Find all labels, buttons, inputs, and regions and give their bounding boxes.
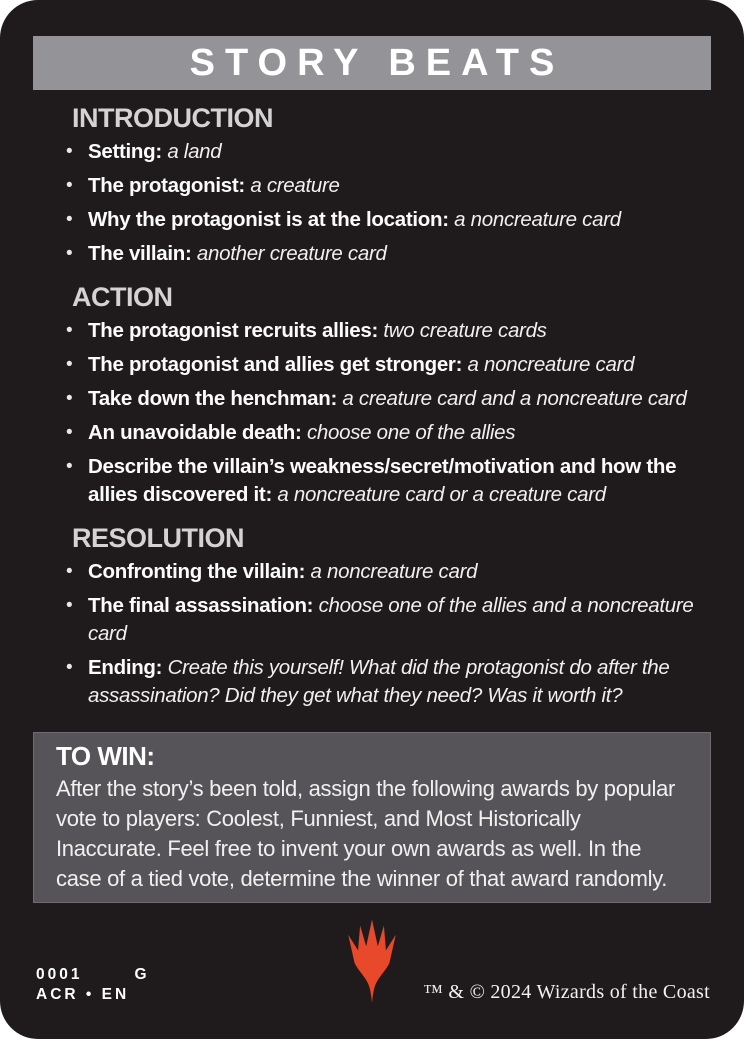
list-item [66, 240, 698, 268]
item-value: a creature [250, 174, 340, 197]
item-value: choose one of the allies and a noncreature card [88, 594, 694, 645]
item-value: Create this yourself! What did the protagonist do after the assassination? Did they get what they need? Was it worth it? [88, 656, 670, 707]
list-item [66, 419, 698, 447]
item-value: another creature card [196, 242, 387, 265]
item-value: two creature cards [383, 319, 547, 342]
bullet-icon: • [66, 456, 73, 477]
list-item [66, 138, 698, 166]
item-label: Take down the henchman: [88, 387, 337, 410]
to-win-heading: TO WIN: [56, 741, 155, 771]
rarity-code: G [134, 966, 150, 983]
item-value: choose one of the allies [306, 421, 516, 444]
list-item [66, 654, 698, 710]
item-label: The final assassination: [88, 594, 314, 617]
list-item [66, 172, 698, 200]
bullet-icon: • [66, 175, 73, 196]
list-item [66, 453, 698, 509]
item-label: The protagonist recruits allies: [88, 319, 378, 342]
bullet-icon: • [66, 595, 73, 616]
item-label: The protagonist and allies get stronger: [88, 353, 463, 376]
bullet-icon: • [66, 657, 73, 678]
list-item [66, 206, 698, 234]
bullet-icon: • [66, 561, 73, 582]
item-text [88, 592, 698, 648]
item-text [88, 351, 698, 379]
item-text [88, 654, 698, 710]
item-value: a creature card and a noncreature card [342, 387, 687, 410]
to-win-box [33, 732, 711, 903]
to-win-body: After the story’s been told, assign the following awards by popular vote to players: Coolest, Funniest, and Most Historically Inaccurate. Feel free to invent your own awards as well. In the case of a tied vote, determine the winner of that award randomly. [56, 776, 676, 891]
item-value: a noncreature card [454, 208, 621, 231]
item-label: Describe the villain’s weakness/secret/motivation and how the allies discovered it: [88, 455, 677, 506]
item-text [88, 385, 698, 413]
item-value: a noncreature card [467, 353, 635, 376]
item-label: The villain: [88, 242, 192, 265]
item-value: a noncreature card or a creature card [277, 483, 606, 506]
item-text [88, 317, 698, 345]
item-text [88, 172, 698, 200]
section-action [66, 282, 698, 509]
bullet-icon: • [66, 320, 73, 341]
collector-info [36, 965, 150, 1005]
set-language-code: ACR • EN [36, 986, 130, 1003]
item-label: Why the protagonist is at the location: [88, 208, 449, 231]
item-text [88, 558, 698, 586]
item-value: a land [167, 140, 222, 163]
collector-number: 0001 [36, 966, 83, 983]
bullet-icon: • [66, 209, 73, 230]
item-label: Setting: [88, 140, 162, 163]
card-title: STORY BEATS [189, 41, 565, 84]
planeswalker-symbol-icon [343, 918, 401, 1006]
bullet-icon: • [66, 422, 73, 443]
title-band [33, 36, 711, 90]
item-value: a noncreature card [310, 560, 478, 583]
collector-line-1 [36, 965, 150, 985]
copyright-notice: ™ & © 2024 Wizards of the Coast [423, 981, 710, 1003]
section-introduction [66, 103, 698, 268]
list-item [66, 385, 698, 413]
section-heading: RESOLUTION [72, 523, 245, 553]
list-item [66, 351, 698, 379]
list-item [66, 317, 698, 345]
item-text [88, 453, 698, 509]
bullet-icon: • [66, 354, 73, 375]
item-label: An unavoidable death: [88, 421, 302, 444]
bullet-icon: • [66, 243, 73, 264]
item-text [88, 138, 698, 166]
item-label: Confronting the villain: [88, 560, 306, 583]
list-item [66, 592, 698, 648]
item-text [88, 419, 698, 447]
item-label: Ending: [88, 656, 163, 679]
card-content [66, 103, 698, 716]
section-heading: INTRODUCTION [72, 103, 273, 133]
bullet-icon: • [66, 141, 73, 162]
item-label: The protagonist: [88, 174, 245, 197]
item-text [88, 240, 698, 268]
item-text [88, 206, 698, 234]
section-heading: ACTION [72, 282, 173, 312]
bullet-icon: • [66, 388, 73, 409]
section-resolution [66, 523, 698, 710]
list-item [66, 558, 698, 586]
